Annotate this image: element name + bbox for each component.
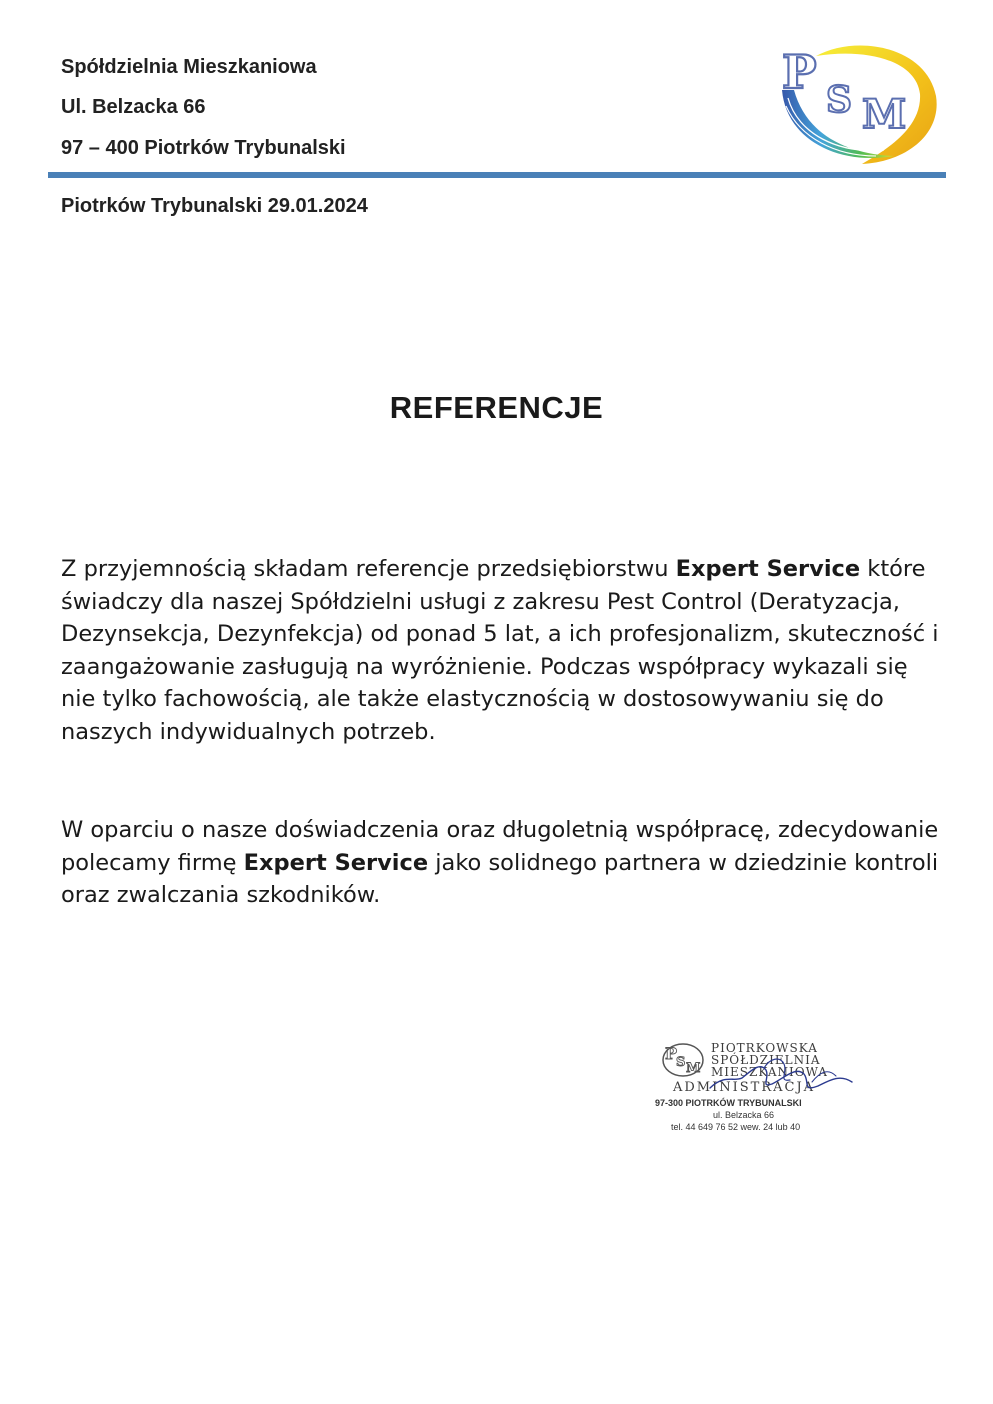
header-divider: [48, 172, 946, 178]
stamp-address-2: ul. Belzacka 66: [713, 1110, 775, 1120]
stamp-address-1: 97-300 PIOTRKÓW TRYBUNALSKI: [655, 1098, 802, 1108]
paragraph-2-text-b: jako solidnego partnera w dziedzinie kontroli oraz zwalczania szkodników.: [61, 849, 939, 909]
paragraph-1-text-b: które świadczy dla naszej Spółdzielni usługi z zakresu Pest Control (Deratyzacja, Dezynsekcja, Dezynfekcja) od ponad 5 lat, a ich profesjonalizm, skuteczność i zaangażowanie zasługują na wyróżnienie. Podczas współpracy wykazali się nie tylko fachowością, ale także elastycznością w dostosowywaniu się do naszych indywidualnych potrzeb.: [61, 556, 939, 745]
logo-letter-m: M: [862, 91, 907, 138]
stamp-line-1: PIOTRKOWSKA: [711, 1041, 818, 1055]
org-street: Ul. Belzacka 66: [61, 96, 206, 118]
signature: [700, 1052, 860, 1102]
svg-text:P: P: [665, 1044, 678, 1063]
logo-letter-s: S: [826, 79, 852, 121]
logo-letter-p: P: [782, 45, 817, 99]
paragraph-1: [61, 553, 941, 749]
org-name: Spółdzielnia Mieszkaniowa: [61, 56, 317, 78]
svg-text:S: S: [676, 1055, 686, 1070]
stamp-phone: tel. 44 649 76 52 wew. 24 lub 40: [671, 1122, 801, 1132]
stamp-line-4: ADMINISTRACJA: [673, 1080, 816, 1095]
paragraph-1-text-a: Z przyjemnością składam referencje przedsiębiorstwu: [61, 556, 676, 582]
date-line: Piotrków Trybunalski 29.01.2024: [61, 195, 368, 217]
org-city: 97 – 400 Piotrków Trybunalski: [61, 137, 346, 159]
stamp-logo-icon: [661, 1042, 705, 1078]
stamp-line-2: SPÓŁDZIELNIA: [711, 1053, 821, 1067]
company-name: Expert Service: [243, 849, 429, 876]
company-name: Expert Service: [675, 556, 861, 582]
svg-text:M: M: [686, 1061, 701, 1076]
paragraph-2-text-a: W oparciu o nasze doświadczenia oraz długoletnią współpracę, zdecydowanie polecamy firmę: [61, 817, 939, 876]
psm-logo: [776, 38, 942, 168]
document-title: REFERENCJE: [389, 390, 604, 425]
paragraph-2: [61, 814, 941, 912]
stamp-line-3: MIESZKANIOWA: [711, 1065, 828, 1079]
